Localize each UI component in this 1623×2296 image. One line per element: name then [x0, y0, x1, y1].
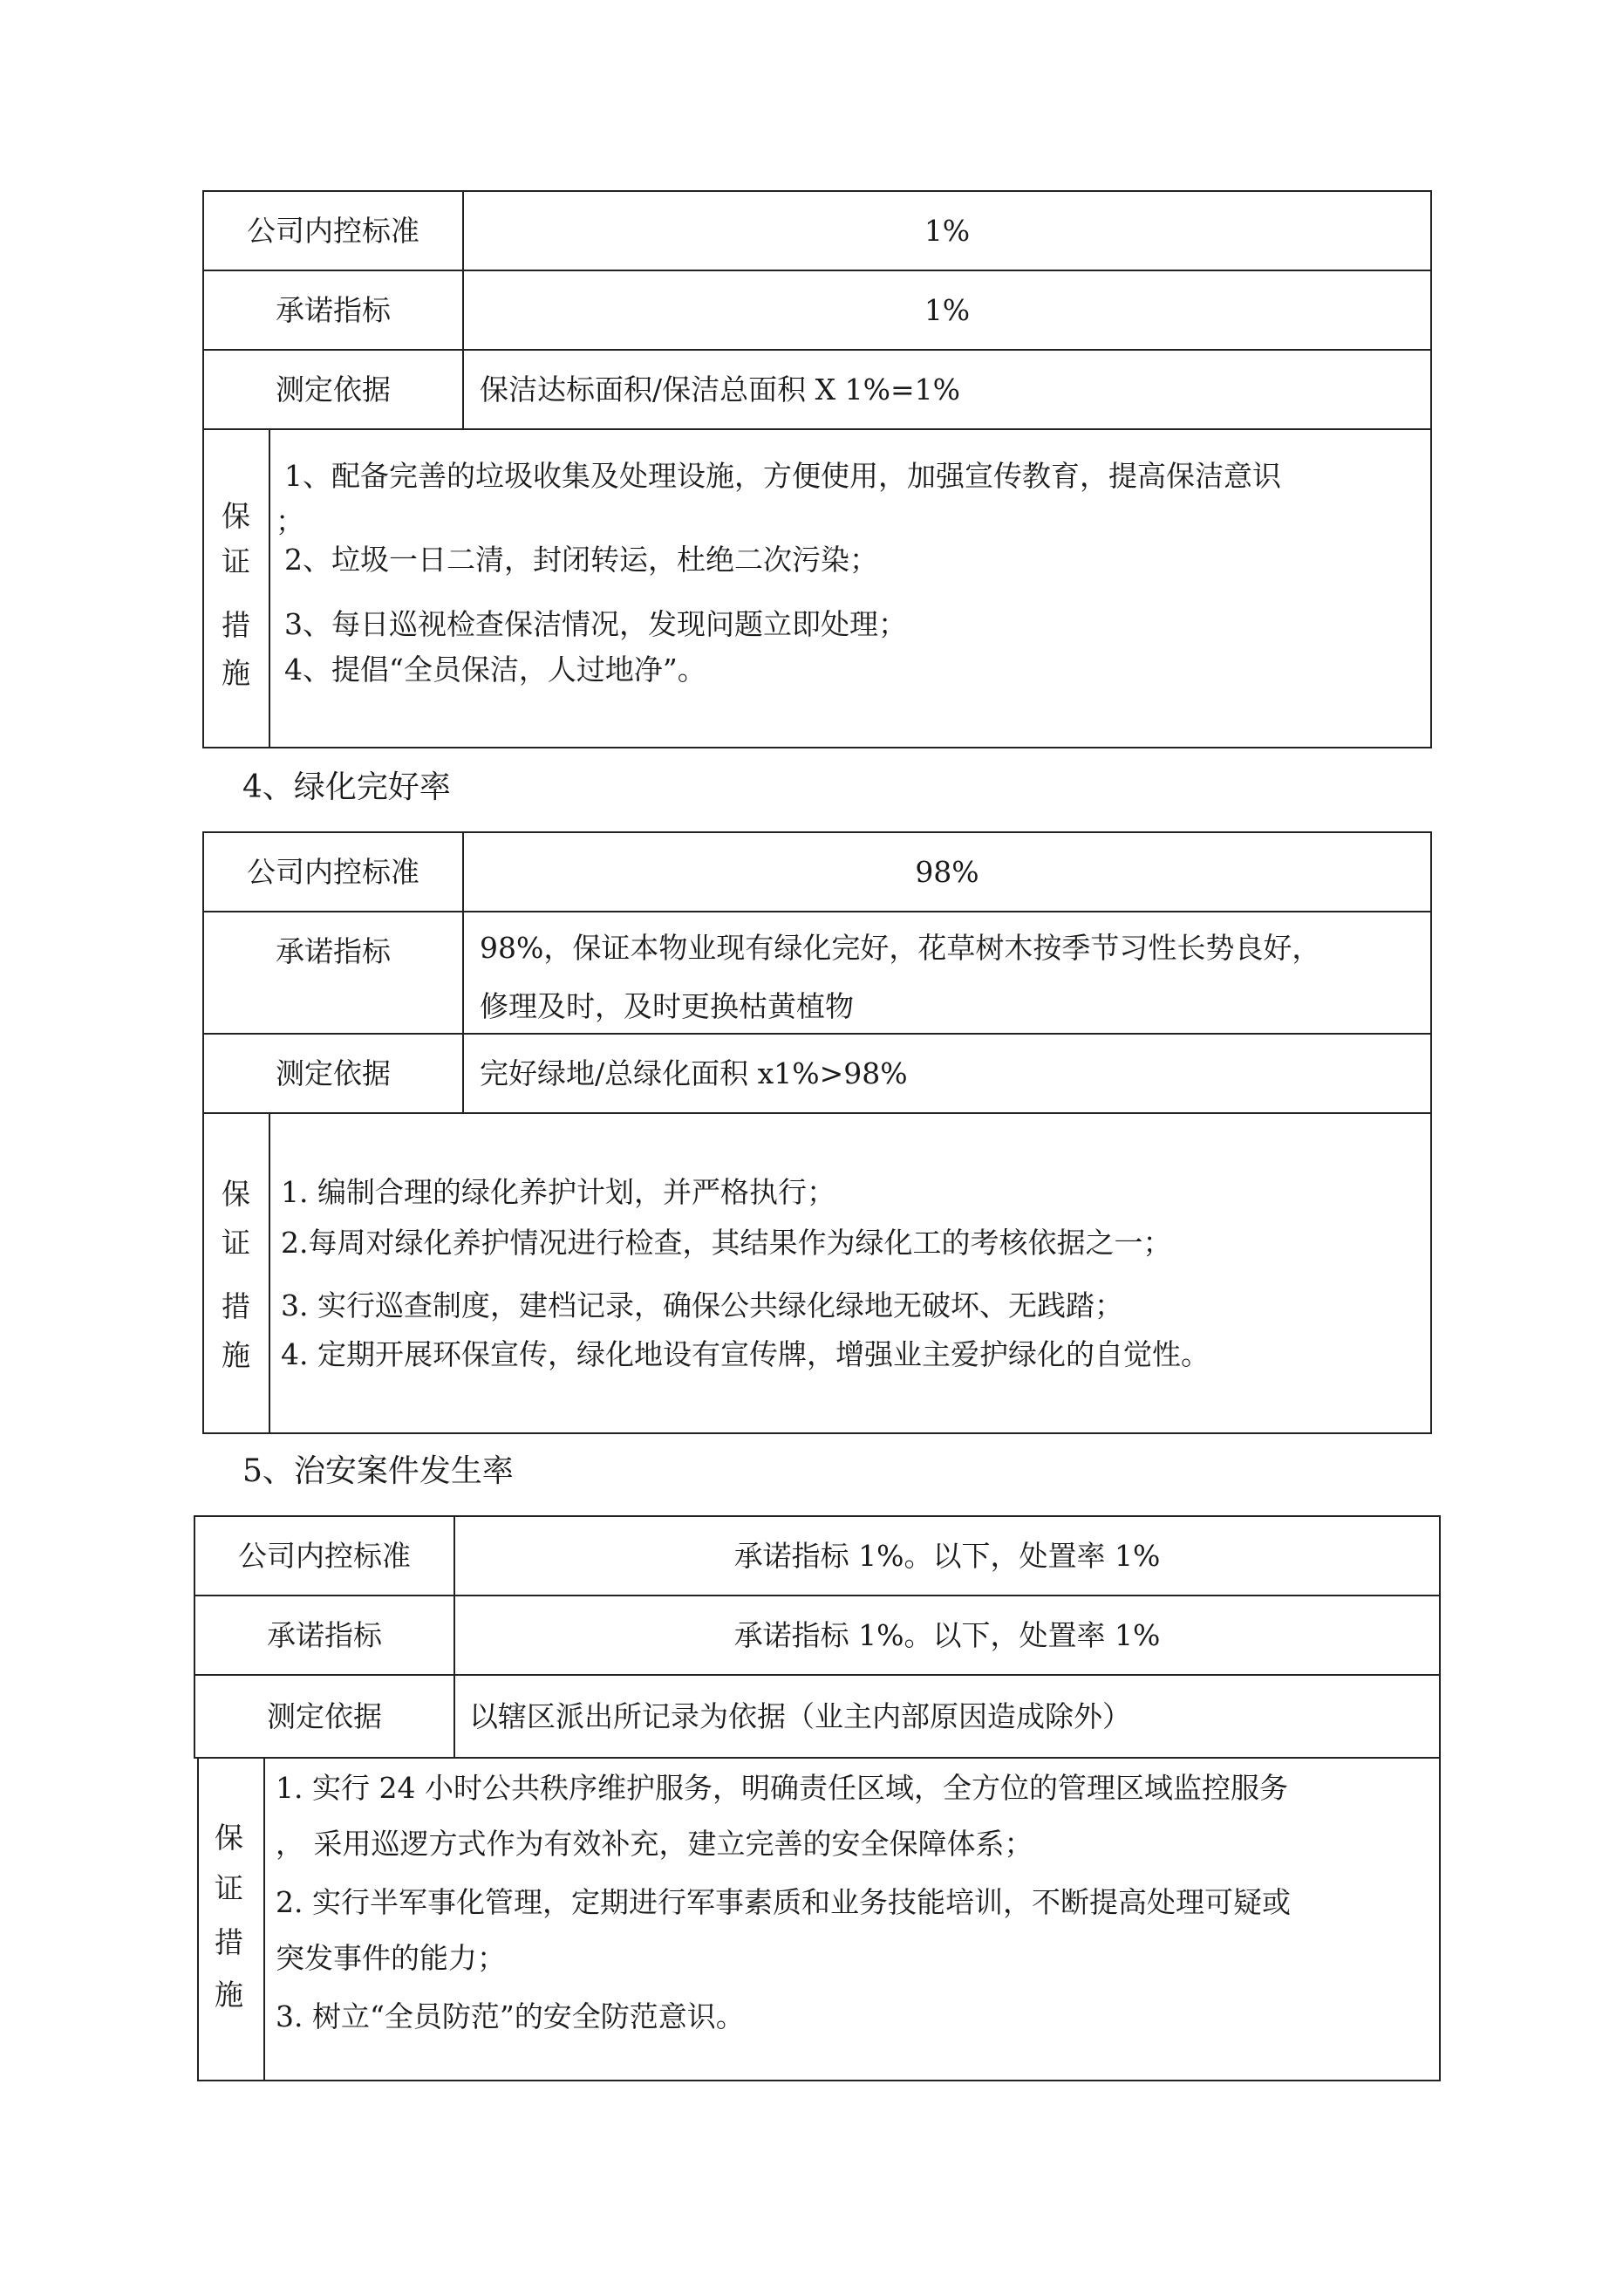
value-basis: 保洁达标面积/保洁总面积 X 1%=1%: [480, 372, 960, 407]
label-internal-standard: 公司内控标准: [247, 854, 419, 889]
measures-label-char: 保: [215, 1821, 243, 1855]
row-divider: [202, 428, 1432, 430]
measures-label-char: 证: [222, 544, 250, 578]
value-commitment: 承诺指标 1%。以下，处置率 1%: [733, 1617, 1161, 1652]
column-divider: [269, 428, 270, 748]
measure-item: 2.每周对绿化养护情况进行检查，其结果作为绿化工的考核依据之一；: [281, 1226, 1172, 1260]
label-commitment: 承诺指标: [276, 292, 391, 327]
measure-item: ；: [276, 504, 304, 538]
measures-label-char: 措: [222, 1289, 250, 1323]
label-internal-standard: 公司内控标准: [247, 213, 419, 248]
measures-label-char: 措: [222, 608, 250, 642]
measures-label-char: 保: [222, 1177, 250, 1211]
measure-item: 3. 树立“全员防范”的安全防范意识。: [276, 1999, 745, 2033]
measure-item: 4. 定期开展环保宣传，绿化地设有宣传牌，增强业主爱护绿化的自觉性。: [281, 1337, 1210, 1371]
value-commitment-line: 98%，保证本物业现有绿化完好，花草树木按季节习性长势良好，: [480, 931, 1321, 965]
measures-label-char: 保: [222, 499, 250, 533]
measures-label-char: 证: [222, 1226, 250, 1260]
measure-item: 1. 编制合理的绿化养护计划，并严格执行；: [281, 1175, 835, 1209]
row-divider: [202, 1112, 1432, 1114]
label-commitment: 承诺指标: [276, 933, 391, 968]
measures-label-char: 证: [215, 1871, 243, 1905]
measure-item: 4、提倡“全员保洁，人过地净”。: [284, 653, 706, 687]
measure-item: 1、配备完善的垃圾收集及处理设施，方便使用，加强宣传教育，提高保洁意识: [284, 459, 1281, 493]
value-commitment: 1%: [924, 292, 971, 327]
value-internal-standard: 1%: [924, 213, 971, 248]
value-basis: 以辖区派出所记录为依据（业主内部原因造成除外）: [469, 1698, 1131, 1733]
value-internal-standard: 98%: [915, 854, 979, 889]
label-basis: 测定依据: [276, 372, 391, 407]
value-basis: 完好绿地/总绿化面积 x1%>98%: [480, 1056, 908, 1090]
measure-item: 2. 实行半军事化管理，定期进行军事素质和业务技能培训，不断提高处理可疑或: [276, 1885, 1291, 1919]
measures-label-char: 施: [215, 1978, 243, 2012]
label-basis: 测定依据: [267, 1698, 382, 1733]
measure-item: 3、每日巡视检查保洁情况，发现问题立即处理；: [284, 607, 907, 641]
value-internal-standard: 承诺指标 1%。以下，处置率 1%: [733, 1538, 1161, 1573]
measures-label-char: 施: [222, 656, 250, 690]
value-commitment-line: 修理及时，及时更换枯黄植物: [480, 989, 854, 1023]
measure-item: ， 采用巡逻方式作为有效补充，建立完善的安全保障体系；: [276, 1827, 1033, 1861]
section-heading-security: 5、治安案件发生率: [242, 1453, 514, 1489]
label-basis: 测定依据: [276, 1056, 391, 1090]
measure-item: 突发事件的能力；: [276, 1941, 506, 1975]
measure-item: 3. 实行巡查制度，建档记录，确保公共绿化绿地无破坏、无践踏；: [281, 1288, 1123, 1322]
column-divider: [269, 1112, 270, 1434]
section-heading-greening: 4、绿化完好率: [242, 769, 451, 805]
label-commitment: 承诺指标: [267, 1617, 382, 1652]
measure-item: 2、垃圾一日二清，封闭转运，杜绝二次污染；: [284, 543, 878, 577]
measures-label-char: 施: [222, 1338, 250, 1372]
measures-label-char: 措: [215, 1925, 243, 1959]
column-divider: [263, 1757, 265, 2081]
label-internal-standard: 公司内控标准: [238, 1538, 411, 1573]
measure-item: 1. 实行 24 小时公共秩序维护服务，明确责任区域，全方位的管理区域监控服务: [276, 1771, 1288, 1805]
